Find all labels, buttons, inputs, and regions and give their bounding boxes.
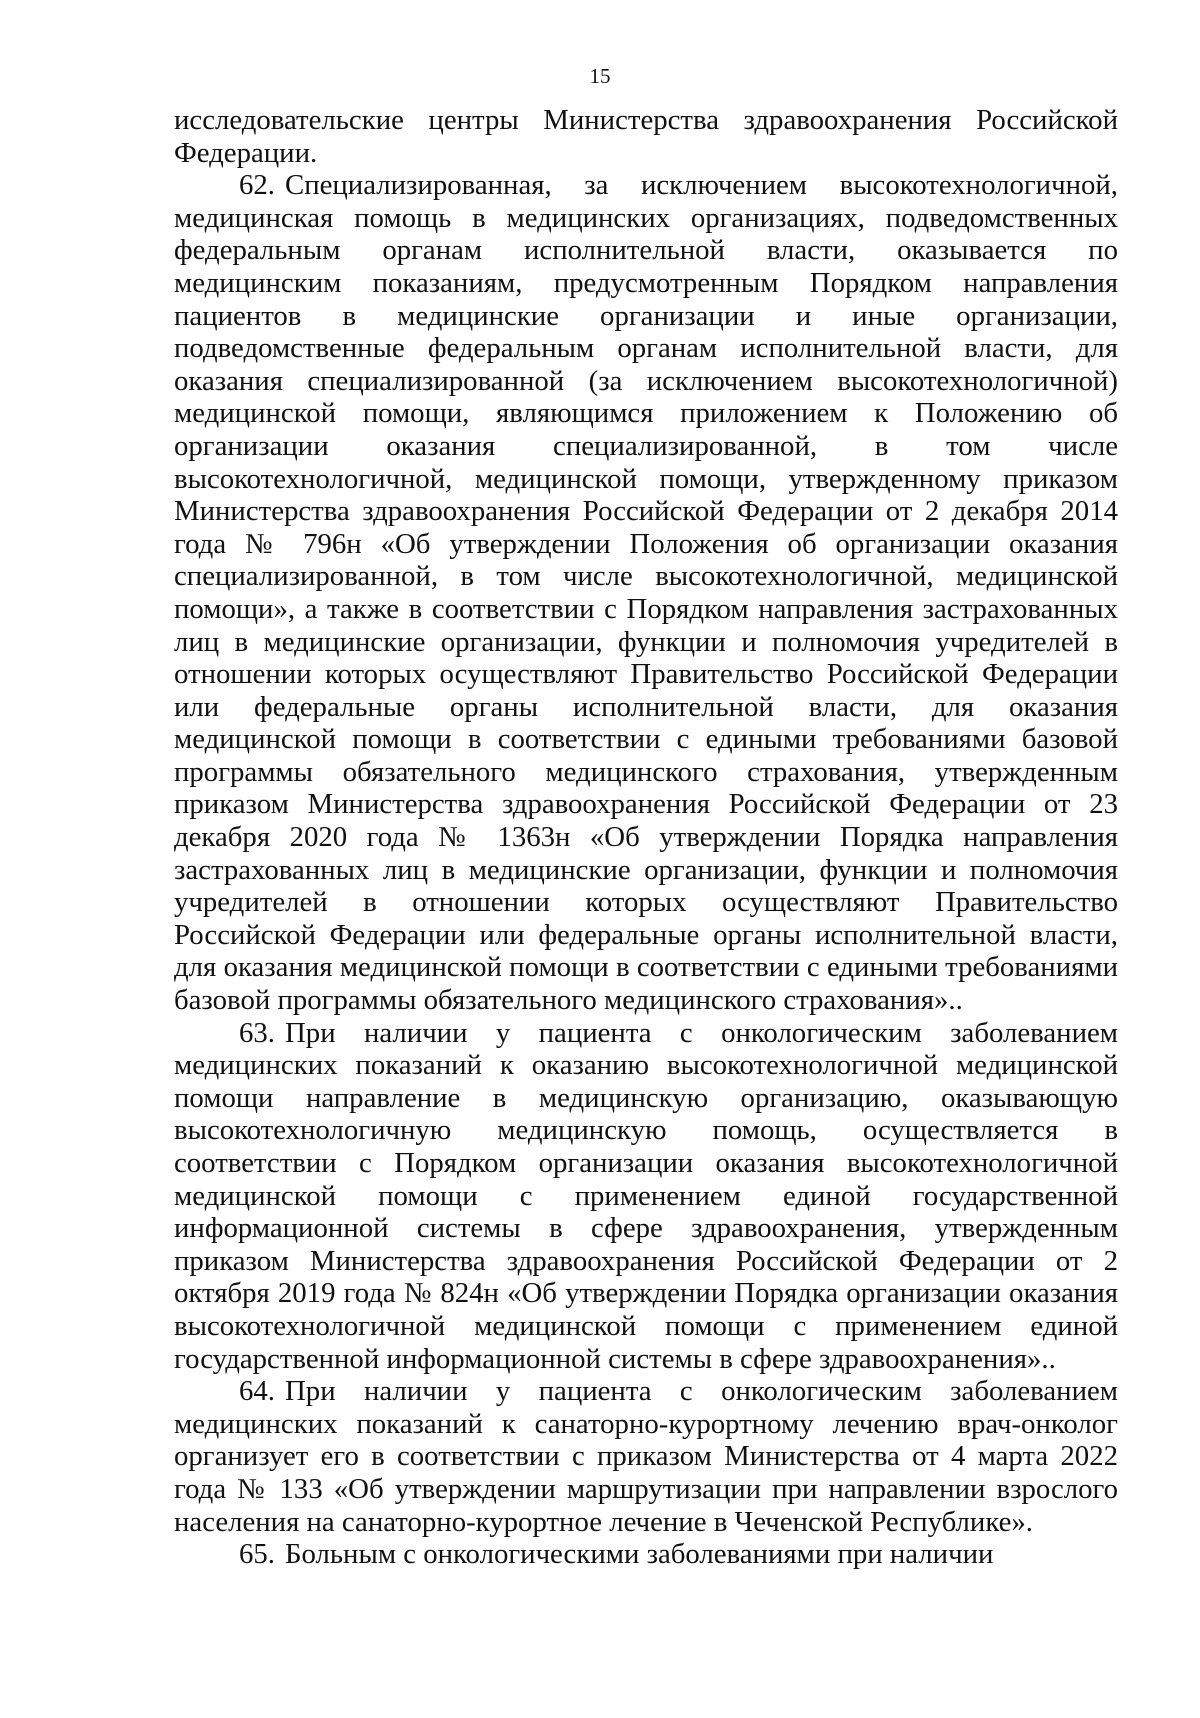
- paragraph-62: [174, 169, 1118, 1016]
- paragraph-number: 63.: [239, 1016, 275, 1049]
- paragraph-65: [174, 1538, 1118, 1571]
- paragraph-number: 65.: [239, 1538, 275, 1571]
- paragraph-63: [174, 1017, 1118, 1376]
- paragraph-text: При наличии у пациента с онкологическим заболеванием медицинских показаний к оказанию высокотехнологичной медицинской помощи направление в медицинскую организацию, оказывающую высокотехнологичную медицинскую помощь, осуществляется в соответствии с Порядком организации оказания высокотехнологичной медицинской помощи с применением единой государственной информационной системы в сфере здравоохранения, утвержденным приказом Министерства здравоохранения Российской Федерации от 2 октября 2019 года № 824н «Об утверждении Порядка организации оказания высокотехнологичной медицинской помощи с применением единой государственной информационной системы в сфере здравоохранения»..: [174, 1016, 1118, 1375]
- document-body: [174, 104, 1118, 1571]
- paragraph-number: 64.: [239, 1375, 275, 1408]
- page-number: 15: [589, 64, 611, 88]
- paragraph-64: [174, 1375, 1118, 1538]
- paragraph-text: При наличии у пациента с онкологическим заболеванием медицинских показаний к санаторно-курортному лечению врач-онколог организует его в соответствии с приказом Министерства от 4 марта 2022 года № 133 «Об утверждении маршрутизации при направлении взрослого населения на санаторно-курортное лечение в Чеченской Республике».: [174, 1375, 1118, 1538]
- paragraph-text: Специализированная, за исключением высокотехнологичной, медицинская помощь в медицинских организациях, подведомственных федеральным органам исполнительной власти, оказывается по медицинским показаниям, предусмотренным Порядком направления пациентов в медицинские организации и иные организации, подведомственные федеральным органам исполнительной власти, для оказания специализированной (за исключением высокотехнологичной) медицинской помощи, являющимся приложением к Положению об организации оказания специализированной, в том числе высокотехнологичной, медицинской помощи, утвержденному приказом Министерства здравоохранения Российской Федерации от 2 декабря 2014 года № 796н «Об утверждении Положения об организации оказания специализированной, в том числе высокотехнологичной, медицинской помощи», а также в соответствии с Порядком направления застрахованных лиц в медицинские организации, функции и полномочия учредителей в отношении которых осуществляют Правительство Российской Федерации или федеральные органы исполнительной власти, для оказания медицинской помощи в соответствии с едиными требованиями базовой программы обязательного медицинского страхования, утвержденным приказом Министерства здравоохранения Российской Федерации от 23 декабря 2020 года № 1363н «Об утверждении Порядка направления застрахованных лиц в медицинские организации, функции и полномочия учредителей в отношении которых осуществляют Правительство Российской Федерации или федеральные органы исполнительной власти, для оказания медицинской помощи в соответствии с едиными требованиями базовой программы обязательного медицинского страхования»..: [174, 169, 1118, 1017]
- paragraph-number: 62.: [239, 169, 275, 202]
- paragraph-text: Больным с онкологическими заболеваниями при наличии: [285, 1538, 994, 1571]
- paragraph-continuation: [174, 104, 1118, 169]
- paragraph-text: исследовательские центры Министерства здравоохранения Российской Федерации.: [174, 104, 1118, 169]
